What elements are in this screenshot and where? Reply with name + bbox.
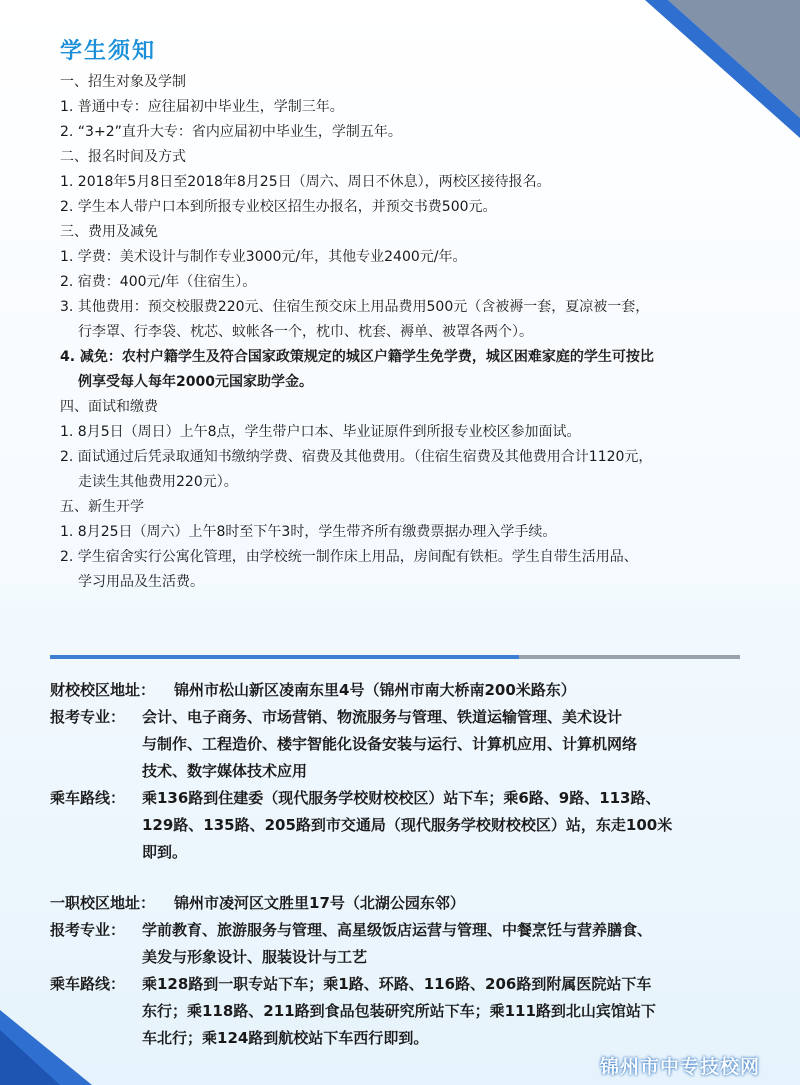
majors-line: 技术、数字媒体技术应用 [142,762,308,780]
campus-address-label: 财校校区地址： [50,681,156,699]
notice-line: 走读生其他费用220元）。 [78,474,238,490]
campus-info-yizhi [50,890,770,1052]
section-heading: 一、招生对象及学制 [60,74,186,90]
route-line: 129路、135路、205路到市交通局（现代服务学校财校校区）站，东走100米 [142,816,673,834]
route-line: 车北行；乘124路到航校站下车西行即到。 [142,1029,429,1047]
majors-line: 会计、电子商务、市场营销、物流服务与管理、铁道运输管理、美术设计 [142,708,623,726]
route-line: 乘128路到一职专站下车；乘1路、环路、116路、206路到附属医院站下车 [142,975,652,993]
majors-line: 与制作、工程造价、楼宇智能化设备安装与运行、计算机应用、计算机网络 [142,735,638,753]
page-title: 学生须知 [60,39,157,64]
notice-line: 2. 学生宿舍实行公寓化管理，由学校统一制作床上用品，房间配有铁柜。学生自带生活用品、 [60,549,638,565]
campus-info-caixiao [50,677,770,866]
majors-label: 报考专业： [50,921,126,939]
section-heading: 五、新生开学 [60,499,144,515]
notice-line: 2. 学生本人带户口本到所报专业校区招生办报名，并预交书费500元。 [60,199,497,215]
notice-line: 3. 其他费用：预交校服费220元、住宿生预交床上用品费用500元（含被褥一套，夏凉被一套， [60,299,650,315]
site-watermark: 锦州市中专技校网 [600,1056,761,1078]
route-line: 东行；乘118路、211路到食品包装研究所站下车；乘111路到北山宾馆站下 [142,1002,656,1020]
route-label: 乘车路线： [50,789,126,807]
notice-line: 2. 面试通过后凭录取通知书缴纳学费、宿费及其他费用。（住宿生宿费及其他费用合计1120元， [60,449,653,465]
campus-address-label: 一职校区地址： [50,894,156,912]
campus-address: 锦州市凌河区文胜里17号（北湖公园东邻） [174,894,465,912]
notice-line: 2. “3+2”直升大专：省内应届初中毕业生，学制五年。 [60,124,402,140]
majors-line: 学前教育、旅游服务与管理、高星级饭店运营与管理、中餐烹饪与营养膳食、 [142,921,653,939]
majors-line: 美发与形象设计、服装设计与工艺 [142,948,368,966]
route-line: 乘136路到住建委（现代服务学校财校校区）站下车；乘6路、9路、113路、 [142,789,661,807]
notice-line: 4. 减免：农村户籍学生及符合国家政策规定的城区户籍学生免学费，城区困难家庭的学生可按比 [60,349,654,365]
notice-line: 行李罩、行李袋、枕芯、蚊帐各一个，枕巾、枕套、褥单、被罩各两个）。 [78,324,533,340]
route-label: 乘车路线： [50,975,126,993]
notice-line: 1. 8月5日（周日）上午8点，学生带户口本、毕业证原件到所报专业校区参加面试。 [60,424,581,440]
section-heading: 三、费用及减免 [60,224,158,240]
notice-line: 1. 普通中专：应往届初中毕业生，学制三年。 [60,99,344,115]
section-heading: 二、报名时间及方式 [60,149,186,165]
notice-line: 学习用品及生活费。 [78,574,204,590]
notice-section [60,72,760,597]
route-line: 即到。 [142,843,188,861]
notice-line: 1. 2018年5月8日至2018年8月25日（周六、周日不休息），两校区接待报名。 [60,174,551,190]
majors-label: 报考专业： [50,708,126,726]
notice-line: 1. 学费：美术设计与制作专业3000元/年，其他专业2400元/年。 [60,249,467,265]
notice-line: 1. 8月25日（周六）上午8时至下午3时，学生带齐所有缴费票据办理入学手续。 [60,524,557,540]
notice-line: 2. 宿费：400元/年（住宿生）。 [60,274,257,290]
section-divider [50,655,740,659]
notice-line: 例享受每人每年2000元国家助学金。 [78,374,313,390]
section-heading: 四、面试和缴费 [60,399,158,415]
campus-address: 锦州市松山新区凌南东里4号（锦州市南大桥南200米路东） [174,681,576,699]
